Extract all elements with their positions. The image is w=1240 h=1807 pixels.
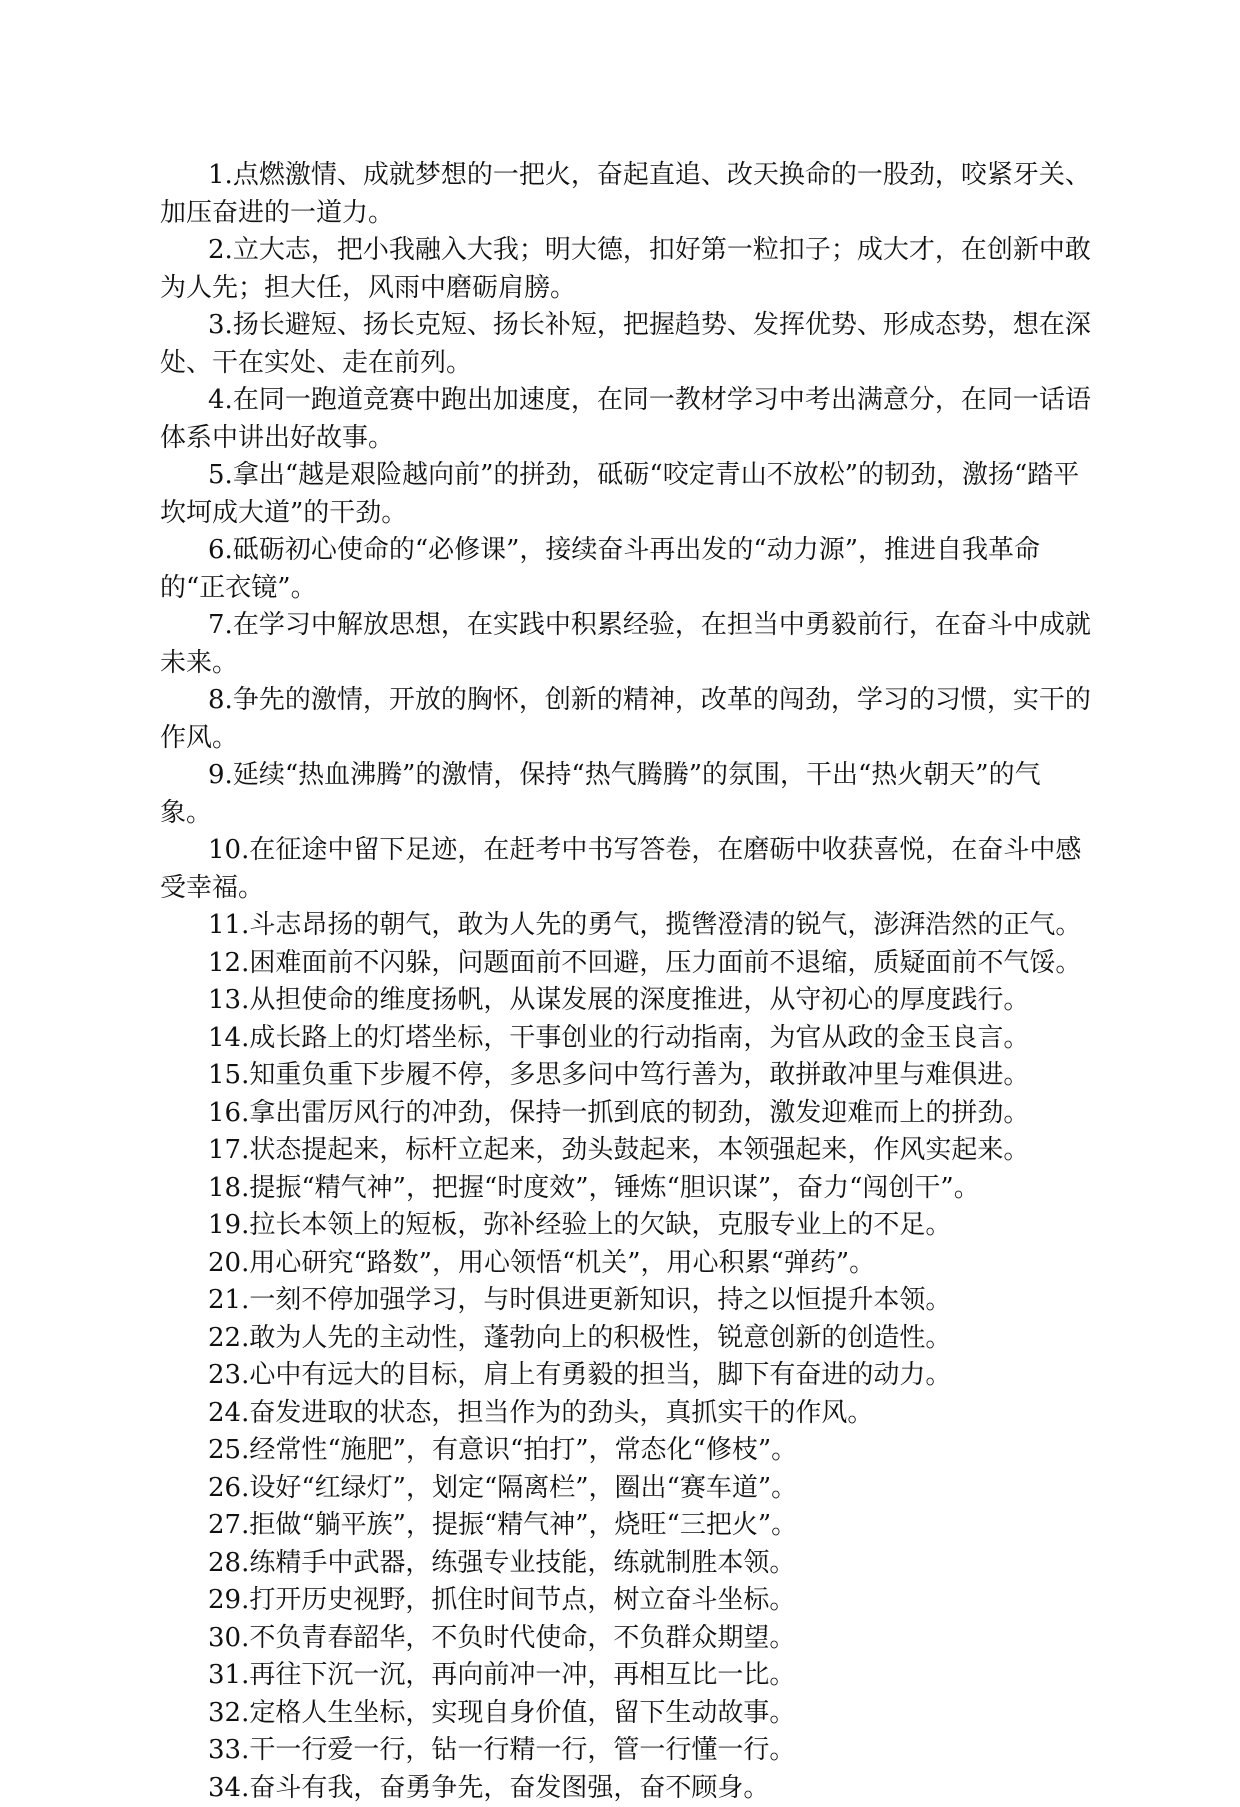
item-number: 24. bbox=[208, 1398, 249, 1428]
item-number: 17. bbox=[208, 1135, 249, 1165]
item-text: 打开历史视野，抓住时间节点，树立奋斗坐标。 bbox=[249, 1585, 795, 1615]
item-number: 2. bbox=[208, 235, 233, 265]
item-text: 斗志昂扬的朝气，敢为人先的勇气，揽辔澄清的锐气，澎湃浩然的正气。 bbox=[249, 910, 1081, 940]
item-text: 状态提起来，标杆立起来，劲头鼓起来，本领强起来，作风实起来。 bbox=[249, 1135, 1029, 1165]
item-text: 提振“精气神”，把握“时度效”，锤炼“胆识谋”，奋力“闯创干”。 bbox=[249, 1173, 979, 1203]
list-item bbox=[160, 382, 1092, 457]
list-item bbox=[160, 1170, 1092, 1208]
item-text: 设好“红绿灯”，划定“隔离栏”，圈出“赛车道”。 bbox=[249, 1473, 797, 1503]
list-item bbox=[160, 1395, 1092, 1433]
list-item bbox=[160, 532, 1092, 607]
item-number: 23. bbox=[208, 1360, 249, 1390]
list-item bbox=[160, 1132, 1092, 1170]
item-text: 奋斗有我，奋勇争先，奋发图强，奋不顾身。 bbox=[249, 1773, 769, 1803]
item-number: 19. bbox=[208, 1210, 249, 1240]
item-text: 成长路上的灯塔坐标，干事创业的行动指南，为官从政的金玉良言。 bbox=[249, 1023, 1029, 1053]
item-number: 22. bbox=[208, 1323, 249, 1353]
item-number: 20. bbox=[208, 1248, 249, 1278]
list-item bbox=[160, 1357, 1092, 1395]
item-text: 奋发进取的状态，担当作为的劲头，真抓实干的作风。 bbox=[249, 1398, 873, 1428]
item-number: 31. bbox=[208, 1660, 249, 1690]
item-text: 拉长本领上的短板，弥补经验上的欠缺，克服专业上的不足。 bbox=[249, 1210, 951, 1240]
item-text: 一刻不停加强学习，与时俱进更新知识，持之以恒提升本领。 bbox=[249, 1285, 951, 1315]
item-number: 27. bbox=[208, 1510, 249, 1540]
list-item bbox=[160, 1657, 1092, 1695]
list-item bbox=[160, 1620, 1092, 1658]
item-number: 34. bbox=[208, 1773, 249, 1803]
item-number: 1. bbox=[208, 160, 233, 190]
list-item bbox=[160, 1545, 1092, 1583]
list-item bbox=[160, 1282, 1092, 1320]
item-number: 7. bbox=[208, 610, 233, 640]
list-item bbox=[160, 232, 1092, 307]
item-number: 18. bbox=[208, 1173, 249, 1203]
item-text: 砥砺初心使命的“必修课”，接续奋斗再出发的“动力源”，推进自我革命的“正衣镜”。 bbox=[160, 535, 1040, 603]
item-text: 拿出“越是艰险越向前”的拼劲，砥砺“咬定青山不放松”的韧劲，激扬“踏平坎坷成大道”的干劲。 bbox=[160, 460, 1079, 528]
list-item bbox=[160, 757, 1092, 832]
item-number: 12. bbox=[208, 948, 249, 978]
item-text: 延续“热血沸腾”的激情，保持“热气腾腾”的氛围，干出“热火朝天”的气象。 bbox=[160, 760, 1041, 828]
item-number: 6. bbox=[208, 535, 233, 565]
item-text: 敢为人先的主动性，蓬勃向上的积极性，锐意创新的创造性。 bbox=[249, 1323, 951, 1353]
list-item bbox=[160, 1320, 1092, 1358]
list-item bbox=[160, 1207, 1092, 1245]
item-text: 立大志，把小我融入大我；明大德，扣好第一粒扣子；成大才，在创新中敢为人先；担大任，风雨中磨砺肩膀。 bbox=[160, 235, 1091, 303]
item-text: 从担使命的维度扬帆，从谋发展的深度推进，从守初心的厚度践行。 bbox=[249, 985, 1029, 1015]
list-item bbox=[160, 907, 1092, 945]
item-number: 4. bbox=[208, 385, 233, 415]
list-item bbox=[160, 682, 1092, 757]
item-text: 扬长避短、扬长克短、扬长补短，把握趋势、发挥优势、形成态势，想在深处、干在实处、走在前列。 bbox=[160, 310, 1091, 378]
item-number: 30. bbox=[208, 1623, 249, 1653]
item-text: 心中有远大的目标，肩上有勇毅的担当，脚下有奋进的动力。 bbox=[249, 1360, 951, 1390]
item-text: 不负青春韶华，不负时代使命，不负群众期望。 bbox=[249, 1623, 795, 1653]
list-item bbox=[160, 982, 1092, 1020]
item-number: 5. bbox=[208, 460, 233, 490]
item-number: 14. bbox=[208, 1023, 249, 1053]
item-number: 28. bbox=[208, 1548, 249, 1578]
list-item bbox=[160, 1695, 1092, 1733]
list-item bbox=[160, 1470, 1092, 1508]
list-item bbox=[160, 1770, 1092, 1807]
item-text: 定格人生坐标，实现自身价值，留下生动故事。 bbox=[249, 1698, 795, 1728]
item-text: 知重负重下步履不停，多思多问中笃行善为，敢拼敢冲里与难俱进。 bbox=[249, 1060, 1029, 1090]
item-number: 33. bbox=[208, 1735, 249, 1765]
list-item bbox=[160, 1020, 1092, 1058]
item-number: 8. bbox=[208, 685, 233, 715]
item-text: 用心研究“路数”，用心领悟“机关”，用心积累“弹药”。 bbox=[249, 1248, 875, 1278]
list-item bbox=[160, 1057, 1092, 1095]
list-item bbox=[160, 832, 1092, 907]
item-text: 争先的激情，开放的胸怀，创新的精神，改革的闯劲，学习的习惯，实干的作风。 bbox=[160, 685, 1091, 753]
item-text: 在同一跑道竞赛中跑出加速度，在同一教材学习中考出满意分，在同一话语体系中讲出好故事。 bbox=[160, 385, 1091, 453]
document-page bbox=[160, 157, 1092, 1807]
item-number: 11. bbox=[208, 910, 249, 940]
list-item bbox=[160, 457, 1092, 532]
item-text: 再往下沉一沉，再向前冲一冲，再相互比一比。 bbox=[249, 1660, 795, 1690]
list-item bbox=[160, 1095, 1092, 1133]
item-text: 练精手中武器，练强专业技能，练就制胜本领。 bbox=[249, 1548, 795, 1578]
list-item bbox=[160, 1582, 1092, 1620]
item-text: 点燃激情、成就梦想的一把火，奋起直追、改天换命的一股劲，咬紧牙关、加压奋进的一道力。 bbox=[160, 160, 1091, 228]
list-item bbox=[160, 607, 1092, 682]
item-text: 在学习中解放思想，在实践中积累经验，在担当中勇毅前行，在奋斗中成就未来。 bbox=[160, 610, 1091, 678]
item-text: 拿出雷厉风行的冲劲，保持一抓到底的韧劲，激发迎难而上的拼劲。 bbox=[249, 1098, 1029, 1128]
item-number: 26. bbox=[208, 1473, 249, 1503]
item-text: 在征途中留下足迹，在赶考中书写答卷，在磨砺中收获喜悦，在奋斗中感受幸福。 bbox=[160, 835, 1081, 903]
item-number: 3. bbox=[208, 310, 233, 340]
item-number: 32. bbox=[208, 1698, 249, 1728]
item-text: 困难面前不闪躲，问题面前不回避，压力面前不退缩，质疑面前不气馁。 bbox=[249, 948, 1081, 978]
list-item bbox=[160, 945, 1092, 983]
list-item bbox=[160, 1732, 1092, 1770]
list-item bbox=[160, 307, 1092, 382]
item-text: 拒做“躺平族”，提振“精气神”，烧旺“三把火”。 bbox=[249, 1510, 797, 1540]
list-item bbox=[160, 1507, 1092, 1545]
item-number: 9. bbox=[208, 760, 233, 790]
item-text: 经常性“施肥”，有意识“拍打”，常态化“修枝”。 bbox=[249, 1435, 797, 1465]
item-number: 13. bbox=[208, 985, 249, 1015]
list-item bbox=[160, 1432, 1092, 1470]
item-number: 25. bbox=[208, 1435, 249, 1465]
item-number: 15. bbox=[208, 1060, 249, 1090]
item-number: 10. bbox=[208, 835, 249, 865]
item-text: 干一行爱一行，钻一行精一行，管一行懂一行。 bbox=[249, 1735, 795, 1765]
item-number: 16. bbox=[208, 1098, 249, 1128]
list-item bbox=[160, 157, 1092, 232]
item-number: 29. bbox=[208, 1585, 249, 1615]
list-item bbox=[160, 1245, 1092, 1283]
item-number: 21. bbox=[208, 1285, 249, 1315]
